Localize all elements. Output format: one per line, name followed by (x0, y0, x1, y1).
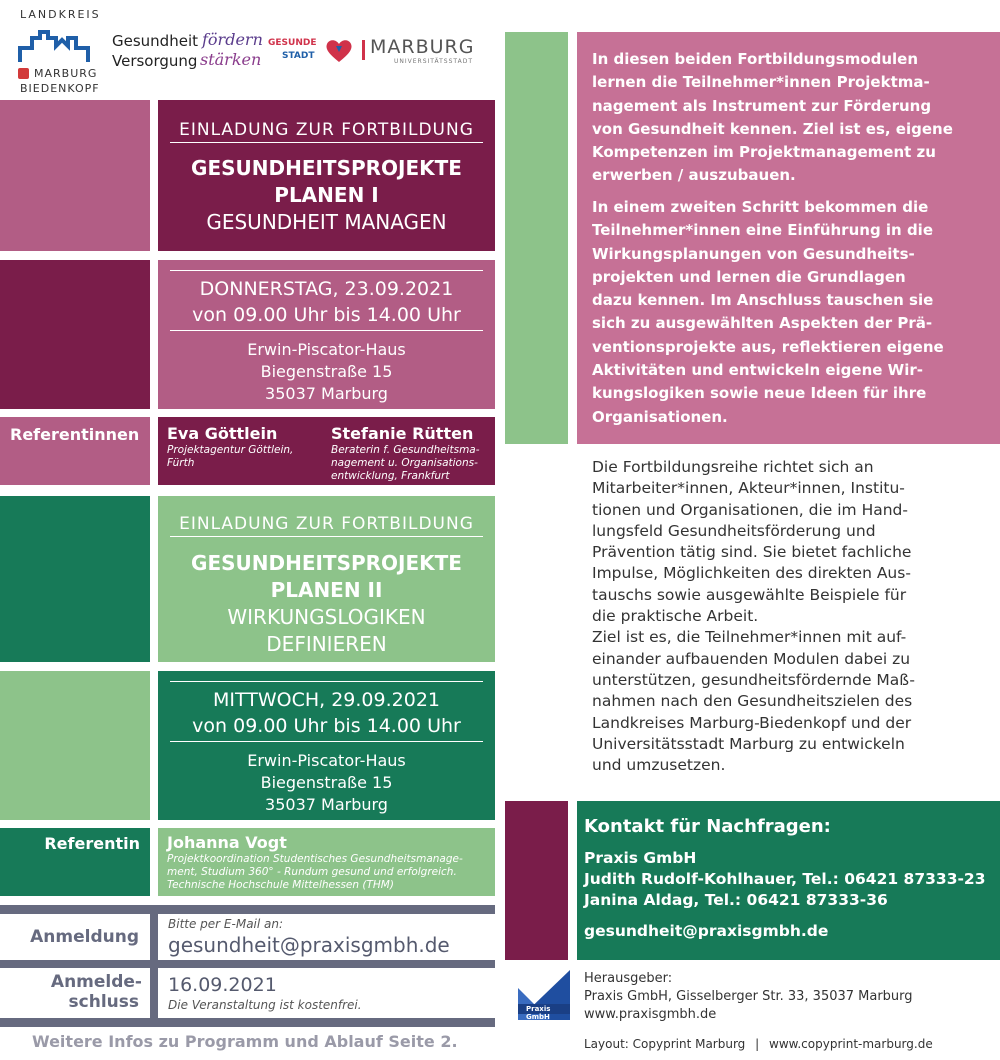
module2-ref-label: Referentin (44, 834, 140, 853)
landkreis-name-1: MARBURG (34, 67, 98, 80)
module1-ref1-desc1: Projektagentur Göttlein, (167, 444, 294, 456)
module2-ref-desc2: ment, Studium 360° - Rundum gesund und erfolgreich. (167, 866, 457, 878)
landkreis-name-2: BIEDENKOPF (20, 82, 100, 95)
audience-lines-line: Die Fortbildungsreihe richtet sich an (592, 458, 874, 476)
registration-hint: Bitte per E-Mail an: (168, 917, 284, 931)
module2-title-line1: GESUNDHEITSPROJEKTE (191, 551, 462, 575)
module1-ref-panel (158, 417, 495, 485)
contact-panel (577, 801, 1000, 960)
gv-script1: fördern (202, 30, 263, 49)
step2-lines-line: kungslogiken sowie neue Ideen für ihre (592, 384, 927, 403)
footer-right[interactable]: www.copyprint-marburg.de (769, 1037, 933, 1051)
deco-block-m2-b (0, 671, 150, 820)
audience-lines-line: lungsfeld Gesundheitsförderung und (592, 521, 876, 540)
intro-lines-line: nagement als Instrument zur Förderung (592, 96, 932, 115)
module1-ref2-desc1: Beraterin f. Gesundheitsma- (331, 444, 480, 456)
module1-ref1-desc2: Fürth (167, 457, 195, 469)
contact-email[interactable]: gesundheit@praxisgmbh.de (584, 922, 829, 940)
audience-lines-line: Landkreises Marburg-Biedenkopf und der (592, 713, 912, 732)
intro-lines-line: Kompetenzen im Projektmanagement zu (592, 143, 936, 162)
module2-ref-desc1: Projektkoordination Studentisches Gesundheitsmanage- (167, 853, 463, 865)
gv-line1: Gesundheit (112, 32, 198, 50)
module1-addr2: Biegenstraße 15 (260, 362, 393, 381)
audience-lines-line: Mitarbeiter*innen, Akteur*innen, Institu- (592, 479, 905, 498)
heart-icon (324, 38, 354, 64)
module2-ref-panel (158, 828, 495, 896)
module1-date-panel (158, 260, 495, 409)
module1-ref2-desc3: entwicklung, Frankfurt (331, 470, 450, 482)
module2-title-panel (158, 496, 495, 662)
audience-lines-line: die praktische Arbeit. (592, 607, 759, 626)
marburg-logo (362, 36, 482, 70)
intro-panel (577, 32, 1000, 444)
gv-line2: Versorgung (112, 52, 198, 70)
intro-paragraph (592, 48, 992, 188)
module1-ref1-name: Eva Göttlein (167, 424, 278, 443)
step2-lines-line: Aktivitäten und entwickeln eigene Wir- (592, 361, 923, 380)
step2-lines-line: ventionsprojekte aus, reflektieren eigene (592, 337, 944, 356)
footer-left: Layout: Copyprint Marburg (584, 1037, 746, 1051)
module1-ref-label: Referentinnen (10, 425, 140, 444)
audience-lines-line: und umzusetzen. (592, 756, 726, 775)
module2-ref-desc3: Technische Hochschule Mittelhessen (THM) (167, 879, 394, 891)
contact-title: Kontakt für Nachfragen: (584, 816, 831, 837)
module2-time-rule (170, 741, 483, 742)
deco-block-m2-a (0, 496, 150, 662)
contact-line3: Janina Aldag, Tel.: 06421 87333-36 (584, 891, 888, 909)
footer (584, 1037, 933, 1051)
step2-lines-line: Teilnehmer*innen eine Einführung in die (592, 221, 933, 240)
praxis-logo (516, 968, 572, 1022)
gesunde-stadt-logo (268, 38, 358, 70)
step2-lines-line: In einem zweiten Schritt bekommen die (592, 198, 929, 216)
marburg-bar-icon (362, 40, 365, 60)
gesundheit-versorgung-logo (112, 30, 263, 76)
step2-lines-line: Organisationen. (592, 407, 728, 426)
landkreis-logo (18, 8, 101, 95)
module1-title-line1: GESUNDHEITSPROJEKTE (191, 156, 462, 180)
module1-ref-label-block (0, 417, 150, 485)
footer-sep: | (755, 1037, 760, 1051)
intro-lines-line: lernen die Teilnehmer*innen Projektma- (592, 73, 930, 92)
registration-value-box (158, 914, 495, 960)
gv-script2: stärken (200, 50, 262, 69)
module1-addr3: 35037 Marburg (265, 384, 388, 403)
module1-subtitle: GESUNDHEIT MANAGEN (206, 210, 447, 234)
intro-lines-line: von Gesundheit kennen. Ziel ist es, eigene (592, 119, 953, 138)
marburg-sub: UNIVERSITÄTSSTADT (394, 58, 474, 65)
deadline-date: 16.09.2021 (168, 974, 277, 996)
module1-date-rule (170, 270, 483, 271)
module1-title-line2: PLANEN I (274, 183, 379, 207)
module1-ref2-desc2: nagement u. Organisations- (331, 457, 478, 469)
deco-block-m1-b (0, 260, 150, 409)
module1-title-panel (158, 100, 495, 251)
audience-lines-line: Universitätsstadt Marburg zu entwickeln (592, 734, 905, 753)
publisher-line1: Praxis GmbH, Gisselberger Str. 33, 35037 Marburg (584, 989, 913, 1004)
module1-invite-rule (170, 142, 483, 143)
module2-invite-rule (170, 536, 483, 537)
contact-line2: Judith Rudolf-Kohlhauer, Tel.: 06421 87333-23 (584, 870, 986, 888)
module2-subtitle-line1: WIRKUNGSLOGIKEN (227, 605, 426, 629)
step2-lines-line: Wirkungsplanungen von Gesundheits- (592, 244, 915, 263)
module2-time: von 09.00 Uhr bis 14.00 Uhr (192, 715, 461, 737)
step2-lines-line: projekten und lernen die Grundlagen (592, 267, 906, 286)
audience-lines-line: tionen und Organisationen, die im Hand- (592, 500, 908, 519)
publisher-line2[interactable]: www.praxisgmbh.de (584, 1007, 717, 1022)
praxis-logo-text: Praxis GmbH (526, 1005, 551, 1021)
audience-lines-line: unterstützen, gesundheitsfördernde Maß- (592, 670, 915, 689)
module2-date-rule (170, 681, 483, 682)
module2-addr2: Biegenstraße 15 (260, 773, 393, 792)
intro-lines-line: In diesen beiden Fortbildungsmodulen (592, 50, 919, 68)
gs-line1: GESUNDE (268, 38, 317, 48)
module1-time-rule (170, 330, 483, 331)
deadline-label-1: Anmelde- (50, 972, 142, 992)
module2-title-line2: PLANEN II (270, 578, 383, 602)
audience-lines-line: tauschs sowie ausgewählte Beispiele für (592, 585, 907, 604)
step2-paragraph (592, 196, 992, 429)
deadline-label-2: schluss (68, 992, 139, 1012)
module1-time: von 09.00 Uhr bis 14.00 Uhr (192, 304, 461, 326)
module2-ref-name: Johanna Vogt (167, 833, 287, 852)
audience-lines-line: nahmen nach den Gesundheitszielen des (592, 692, 913, 711)
module1-addr1: Erwin-Piscator-Haus (247, 340, 406, 359)
audience-lines-line: einander aufbauenden Modulen dabei zu (592, 649, 911, 668)
deco-block-right-magenta (505, 801, 568, 960)
step2-lines-line: sich zu ausgewählten Aspekten der Prä- (592, 314, 933, 333)
module2-date-panel (158, 671, 495, 820)
landkreis-emblem-icon (18, 68, 29, 79)
audience-lines-line: Ziel ist es, die Teilnehmer*innen mit auf- (592, 628, 907, 647)
module2-ref-label-block (0, 828, 150, 896)
step2-lines-line: dazu kennen. Im Anschluss tauschen sie (592, 291, 934, 310)
landkreis-label: LANDKREIS (20, 8, 101, 21)
intro-lines-line: erwerben / auszubauen. (592, 166, 796, 185)
marburg-name: MARBURG (370, 36, 475, 58)
module1-date: DONNERSTAG, 23.09.2021 (199, 278, 454, 300)
module1-ref2-name: Stefanie Rütten (331, 424, 474, 443)
audience-paragraph (592, 457, 992, 776)
audience-lines-line: Impulse, Möglichkeiten des direkten Aus- (592, 564, 911, 583)
module2-date: MITTWOCH, 29.09.2021 (212, 689, 441, 711)
module2-subtitle-line2: DEFINIEREN (266, 632, 387, 656)
registration-label: Anmeldung (30, 927, 139, 947)
registration-label-box (0, 914, 150, 960)
deco-block-m1-a (0, 100, 150, 251)
module2-addr1: Erwin-Piscator-Haus (247, 751, 406, 770)
publisher-label: Herausgeber: (584, 971, 673, 986)
module1-invite: EINLADUNG ZUR FORTBILDUNG (179, 120, 474, 140)
landkreis-skyline-icon (18, 28, 90, 64)
deadline-label-box (0, 968, 150, 1018)
more-info: Weitere Infos zu Programm und Ablauf Seite 2. (32, 1032, 458, 1051)
deco-block-right-green (505, 32, 568, 444)
module2-addr3: 35037 Marburg (265, 795, 388, 814)
audience-lines-line: Prävention tätig sind. Sie bietet fachliche (592, 543, 912, 562)
gs-line2: STADT (282, 51, 315, 61)
free-note: Die Veranstaltung ist kostenfrei. (168, 998, 362, 1012)
deadline-value-box (158, 968, 495, 1018)
module2-invite: EINLADUNG ZUR FORTBILDUNG (179, 514, 474, 534)
registration-email[interactable]: gesundheit@praxisgmbh.de (168, 933, 450, 957)
contact-line1: Praxis GmbH (584, 849, 697, 867)
